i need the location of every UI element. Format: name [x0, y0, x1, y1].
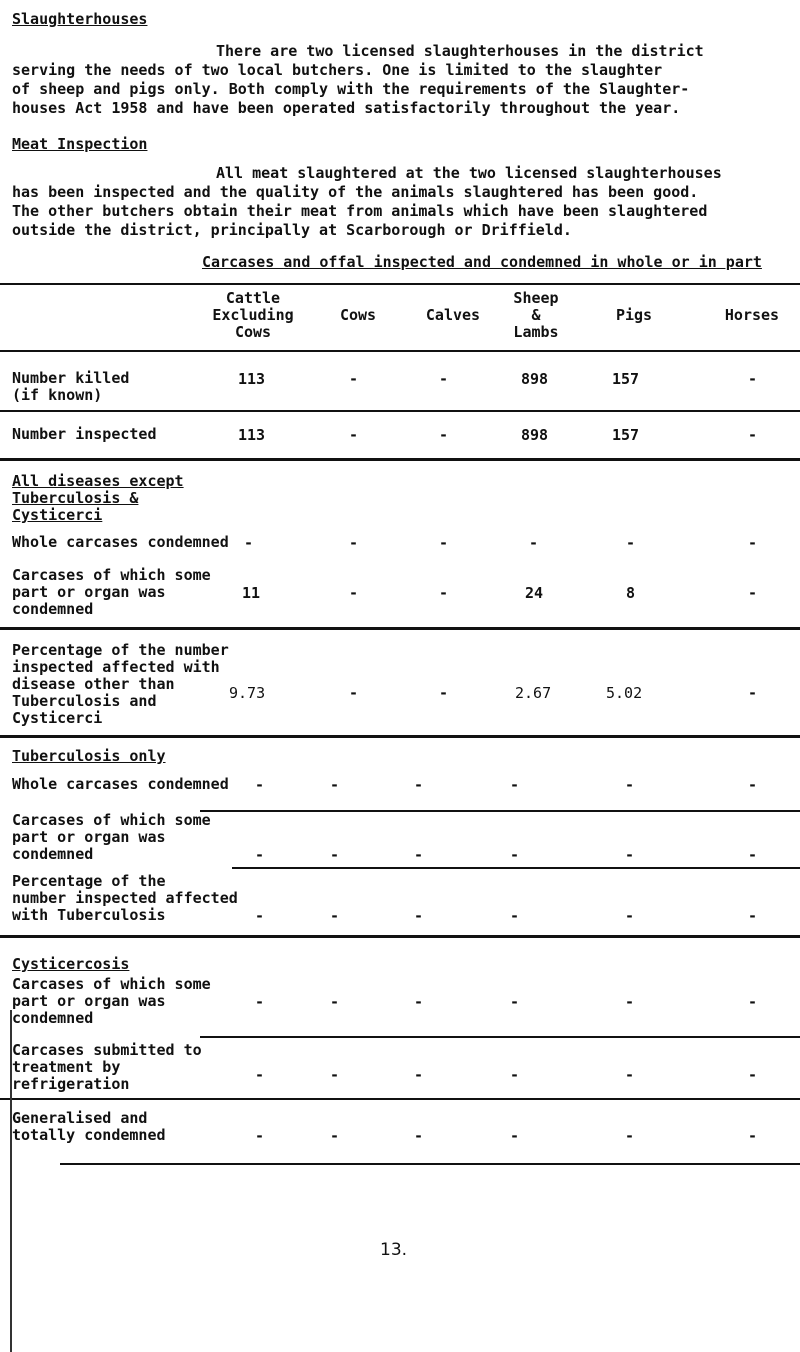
cell-value: - [510, 1127, 520, 1145]
column-header-pigs: Pigs [615, 306, 653, 324]
paragraph-line: has been inspected and the quality of the animals slaughtered has been good. [12, 183, 699, 201]
cell-value: - [255, 993, 265, 1011]
section-heading-meat-inspection: Meat Inspection [12, 135, 148, 153]
cell-value: - [625, 907, 635, 925]
row-rule [232, 867, 800, 869]
row-label-tb-percentage: Percentage of the number inspected affected with Tuberculosis [12, 872, 238, 924]
cell-value: - [748, 370, 758, 388]
row-rule [0, 1098, 800, 1100]
cell-value: - [439, 684, 449, 702]
cell-value: - [748, 1066, 758, 1084]
cell-value: - [414, 1066, 424, 1084]
row-label-percentage-other: Percentage of the number inspected affected with disease other than Tuberculosis and Cysticerci [12, 641, 229, 727]
cell-value: 157 [612, 426, 640, 444]
column-header-sheep-lambs: Sheep & Lambs [513, 289, 559, 341]
cell-value: - [330, 1066, 340, 1084]
cell-value: - [625, 1127, 635, 1145]
table-title: Carcases and offal inspected and condemned in whole or in part [202, 253, 762, 271]
page-number: 13. [380, 1240, 408, 1260]
section-heading-cysticercosis: Cysticercosis [12, 955, 130, 973]
row-label-cyst-refrigeration: Carcases submitted to treatment by refrigeration [12, 1041, 202, 1093]
section-heading-slaughterhouses: Slaughterhouses [12, 10, 148, 28]
cell-value: - [414, 1127, 424, 1145]
row-label-number-killed: Number killed (if known) [12, 369, 130, 404]
cell-value: - [748, 684, 758, 702]
cell-value: 9.73 [229, 684, 266, 702]
cell-value: - [748, 426, 758, 444]
cell-value: 11 [242, 584, 261, 602]
paragraph-line: All meat slaughtered at the two licensed slaughterhouses [216, 164, 722, 182]
column-header-cattle: Cattle Excluding Cows [212, 289, 294, 341]
section-heading-tuberculosis: Tuberculosis only [12, 747, 166, 765]
cell-value: - [439, 584, 449, 602]
cell-value: - [748, 776, 758, 794]
cell-value: 113 [238, 426, 266, 444]
cell-value: - [255, 846, 265, 864]
paragraph-line: of sheep and pigs only. Both comply with the requirements of the Slaughter- [12, 80, 690, 98]
row-label-part-condemned: Carcases of which some part or organ was condemned [12, 566, 211, 618]
cell-value: - [625, 776, 635, 794]
cell-value: - [349, 370, 359, 388]
cell-value: - [439, 426, 449, 444]
row-rule [200, 1036, 800, 1038]
cell-value: - [414, 993, 424, 1011]
cell-value: - [255, 1066, 265, 1084]
header-bottom-rule [0, 350, 800, 352]
cell-value: - [414, 776, 424, 794]
row-rule [200, 810, 800, 812]
cell-value: - [748, 584, 758, 602]
cell-value: - [330, 907, 340, 925]
table-top-rule [0, 283, 800, 285]
paragraph-line: The other butchers obtain their meat from animals which have been slaughtered [12, 202, 708, 220]
row-label-tb-part: Carcases of which some part or organ was condemned [12, 811, 211, 863]
cell-value: - [748, 846, 758, 864]
cell-value: - [529, 534, 539, 552]
row-label-tb-whole: Whole carcases condemned [12, 775, 229, 793]
cell-value: - [349, 684, 359, 702]
cell-value: - [255, 1127, 265, 1145]
cell-value: - [244, 534, 254, 552]
cell-value: - [510, 776, 520, 794]
cell-value: - [330, 993, 340, 1011]
section-rule [0, 735, 800, 738]
cell-value: - [330, 846, 340, 864]
cell-value: 5.02 [606, 684, 643, 702]
cell-value: - [414, 846, 424, 864]
cell-value: - [625, 1066, 635, 1084]
cell-value: - [349, 534, 359, 552]
row-label-whole-carcases: Whole carcases condemned [12, 533, 229, 551]
section-heading-all-diseases: All diseases except Tuberculosis & Cysticerci [12, 472, 184, 524]
cell-value: - [414, 907, 424, 925]
cell-value: - [626, 534, 636, 552]
cell-value: - [625, 993, 635, 1011]
row-label-cyst-generalised: Generalised and totally condemned [12, 1109, 166, 1144]
cell-value: - [255, 907, 265, 925]
cell-value: 8 [626, 584, 636, 602]
cell-value: - [330, 776, 340, 794]
cell-value: 24 [525, 584, 544, 602]
cell-value: 898 [521, 370, 549, 388]
cell-value: - [510, 846, 520, 864]
cell-value: - [748, 907, 758, 925]
paragraph-line: houses Act 1958 and have been operated satisfactorily throughout the year. [12, 99, 681, 117]
row-rule [0, 410, 800, 412]
cell-value: - [255, 776, 265, 794]
paragraph-line: There are two licensed slaughterhouses in the district [216, 42, 704, 60]
column-header-horses: Horses [724, 306, 780, 324]
margin-line [10, 1010, 12, 1352]
section-rule [0, 935, 800, 938]
section-rule [0, 627, 800, 630]
row-label-number-inspected: Number inspected [12, 425, 157, 443]
table-bottom-rule [60, 1163, 800, 1165]
cell-value: - [625, 846, 635, 864]
paragraph-line: serving the needs of two local butchers. One is limited to the slaughter [12, 61, 663, 79]
cell-value: - [510, 907, 520, 925]
cell-value: - [510, 993, 520, 1011]
cell-value: - [748, 1127, 758, 1145]
column-header-calves: Calves [425, 306, 481, 324]
paragraph-line: outside the district, principally at Scarborough or Driffield. [12, 221, 572, 239]
cell-value: - [349, 584, 359, 602]
cell-value: - [748, 993, 758, 1011]
row-label-cyst-part: Carcases of which some part or organ was condemned [12, 975, 211, 1027]
cell-value: 157 [612, 370, 640, 388]
section-rule [0, 458, 800, 461]
cell-value: - [510, 1066, 520, 1084]
cell-value: - [439, 534, 449, 552]
cell-value: - [439, 370, 449, 388]
column-header-cows: Cows [339, 306, 377, 324]
cell-value: 2.67 [515, 684, 552, 702]
cell-value: - [349, 426, 359, 444]
cell-value: - [330, 1127, 340, 1145]
cell-value: 898 [521, 426, 549, 444]
cell-value: - [748, 534, 758, 552]
cell-value: 113 [238, 370, 266, 388]
